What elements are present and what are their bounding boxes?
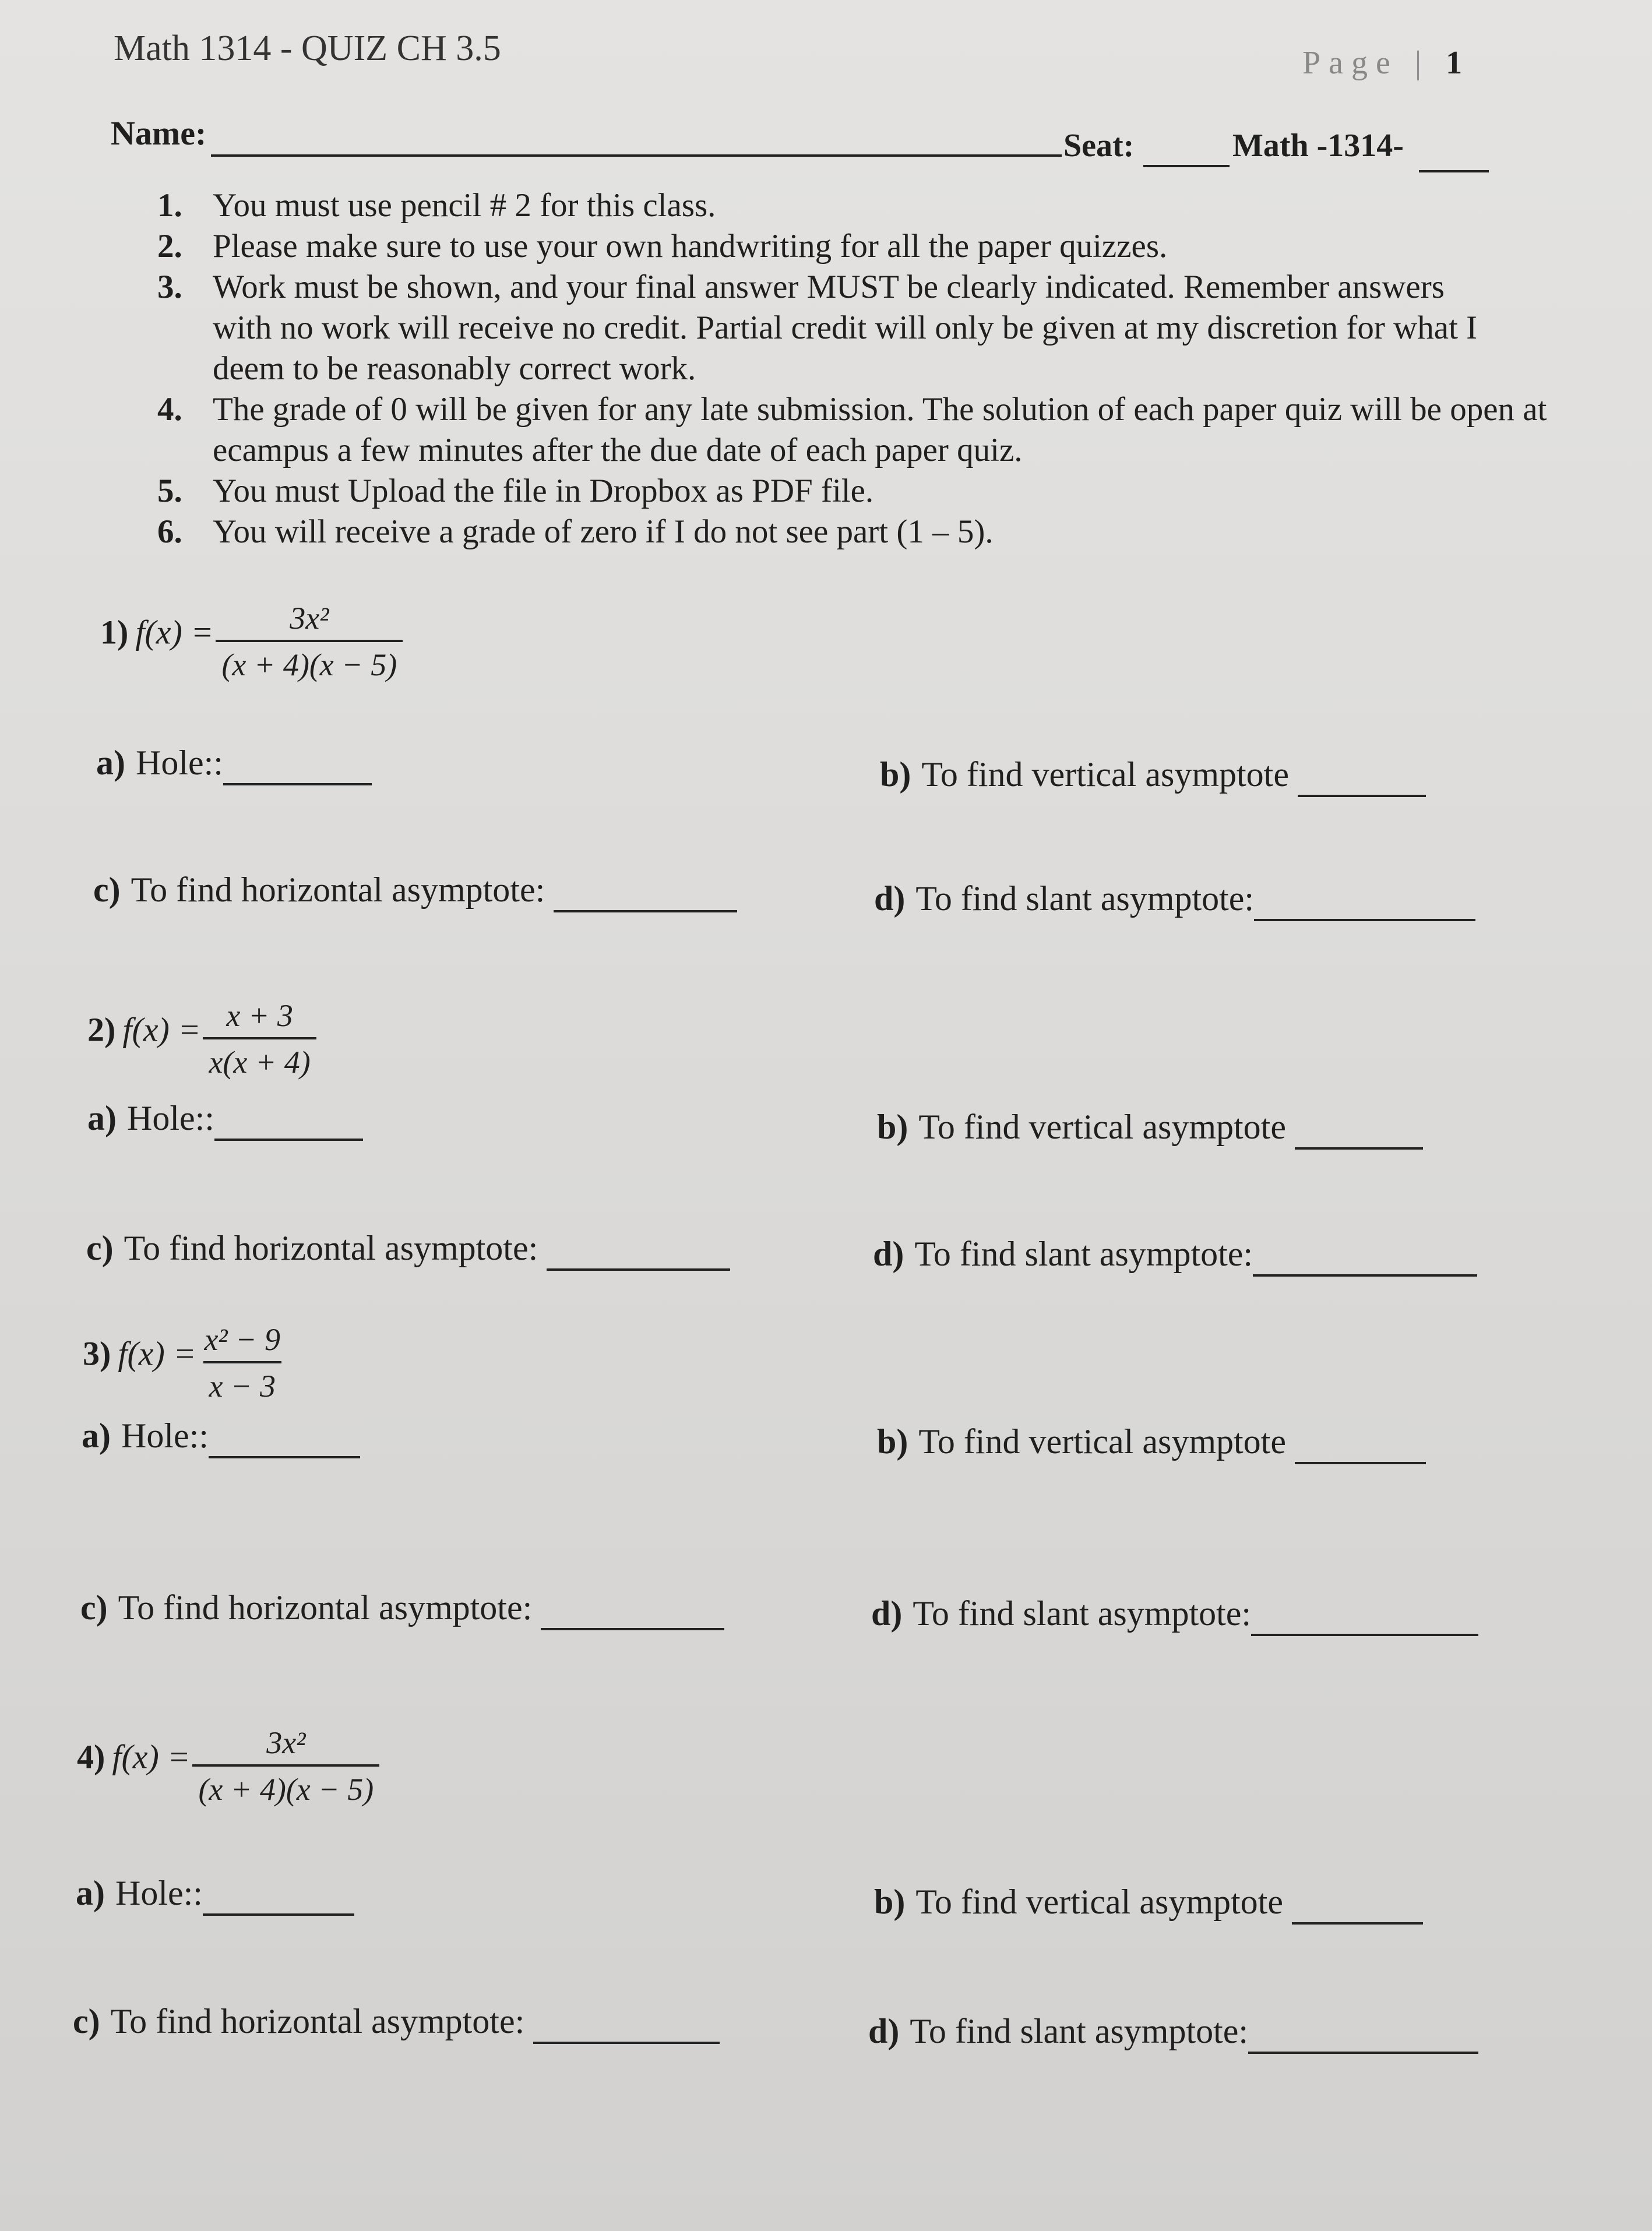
instructions-list	[157, 185, 1588, 552]
instruction-item: 2. Please make sure to use your own handwriting for all the paper quizzes.	[157, 228, 1168, 265]
slant-answer-blank[interactable]	[1251, 1594, 1478, 1636]
vertical-answer-blank[interactable]	[1295, 1107, 1423, 1150]
problem-3-horizontal-asymptote: c) To find horizontal asymptote:	[80, 1588, 724, 1630]
horizontal-answer-blank[interactable]	[554, 870, 737, 912]
problem-4-function: 4) f(x) = $\frac{\text{3x²}}{(x + 4)(x - 5)}$	[77, 1725, 379, 1807]
problem-1-vertical-asymptote: b) To find vertical asymptote	[880, 755, 1426, 797]
problem-2-hole: a) Hole::	[87, 1098, 363, 1141]
problem-1-hole: a) Hole::	[96, 743, 372, 785]
problem-2-horizontal-asymptote: c) To find horizontal asymptote:	[86, 1228, 730, 1271]
horizontal-answer-blank[interactable]	[547, 1228, 730, 1271]
problem-4-horizontal-asymptote: c) To find horizontal asymptote:	[73, 2001, 720, 2044]
instruction-item: 3. Work must be shown, and your final answer MUST be clearly indicated. Remember answers with no work will receive no credit. Partial credit will only be given at my discretion for what I deem to be reasonably correct work.	[157, 269, 1478, 387]
horizontal-answer-blank[interactable]	[541, 1588, 724, 1630]
hole-answer-blank[interactable]	[209, 1416, 360, 1458]
horizontal-answer-blank[interactable]	[533, 2001, 720, 2044]
vertical-answer-blank[interactable]	[1295, 1422, 1426, 1464]
problem-3-slant-asymptote: d) To find slant asymptote:	[871, 1594, 1478, 1636]
problem-3-vertical-asymptote: b) To find vertical asymptote	[877, 1422, 1426, 1464]
course-label: Math -1314-	[1232, 128, 1404, 164]
name-label: Name:	[111, 114, 207, 152]
problem-4-slant-asymptote: d) To find slant asymptote:	[868, 2011, 1478, 2054]
hole-answer-blank[interactable]	[223, 743, 372, 785]
problem-1-horizontal-asymptote: c) To find horizontal asymptote:	[93, 870, 737, 912]
slant-answer-blank[interactable]	[1253, 1234, 1477, 1277]
problem-4-vertical-asymptote: b) To find vertical asymptote	[874, 1882, 1423, 1925]
instruction-item: 5. You must Upload the file in Dropbox as PDF file.	[157, 473, 874, 509]
course-blank[interactable]	[1419, 170, 1489, 172]
problem-2-function: 2) f(x) = $\frac{x + 3}{x(x + 4)}$	[87, 998, 316, 1080]
page-number: Page | 1	[1302, 45, 1463, 81]
quiz-title: Math 1314 - QUIZ CH 3.5	[114, 29, 501, 68]
slant-answer-blank[interactable]	[1248, 2011, 1478, 2054]
slant-answer-blank[interactable]	[1254, 879, 1475, 921]
problem-1-function: 1) f(x) = $\frac{\text{3x²}}{(x + 4)(x - 5)}$	[100, 600, 403, 683]
problem-2-slant-asymptote: d) To find slant asymptote:	[873, 1234, 1477, 1277]
instruction-item: 1. You must use pencil # 2 for this class.	[157, 187, 716, 224]
hole-answer-blank[interactable]	[203, 1873, 354, 1916]
problem-3-hole: a) Hole::	[82, 1416, 360, 1458]
name-blank[interactable]	[211, 154, 1062, 157]
seat-label: Seat:	[1063, 128, 1135, 164]
instruction-item: 6. You will receive a grade of zero if I do not see part (1 – 5).	[157, 513, 994, 550]
problem-2-vertical-asymptote: b) To find vertical asymptote	[877, 1107, 1423, 1150]
hole-answer-blank[interactable]	[214, 1098, 363, 1141]
problem-3-function: 3) f(x) = $\frac{\text{x² − 9}}{x - 3}$	[83, 1322, 281, 1404]
seat-blank[interactable]	[1143, 165, 1230, 167]
vertical-answer-blank[interactable]	[1292, 1882, 1423, 1925]
vertical-answer-blank[interactable]	[1298, 755, 1426, 797]
instruction-item: 4. The grade of 0 will be given for any late submission. The solution of each paper quiz will be open at ecampus a few minutes after the due date of each paper quiz.	[157, 391, 1547, 468]
problem-1-slant-asymptote: d) To find slant asymptote:	[874, 879, 1475, 921]
problem-4-hole: a) Hole::	[76, 1873, 354, 1916]
